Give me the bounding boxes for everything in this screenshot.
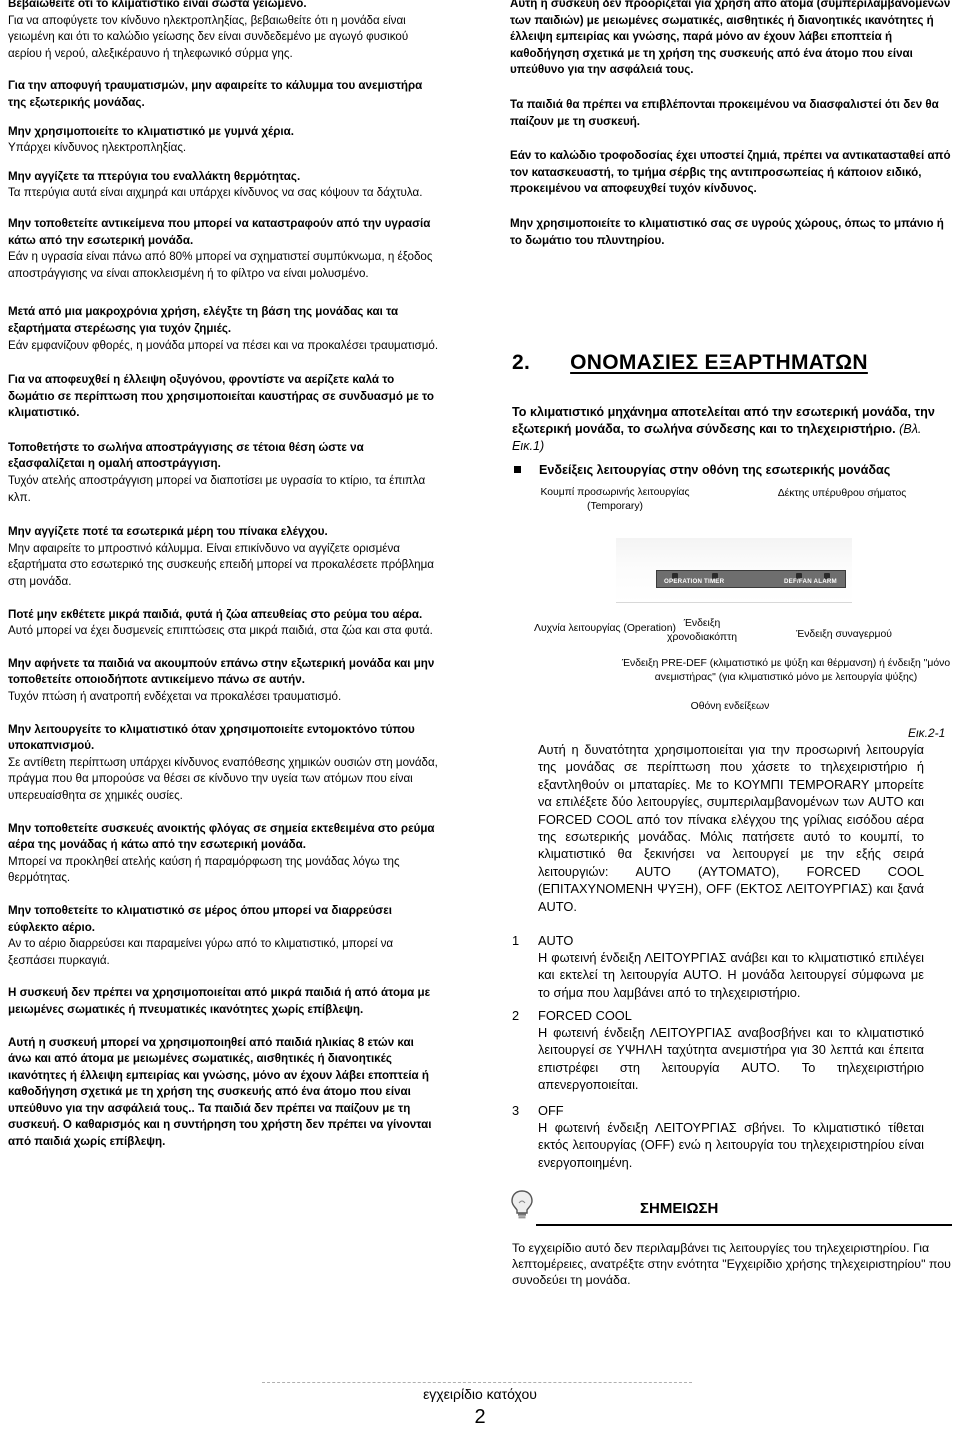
mode-description: Η φωτεινή ένδειξη ΛΕΙΤΟΥΡΓΙΑΣ σβήνει. Το κλιματιστικό τίθεται εκτός λειτουργίας (OFF) ενώ η λειτουργία του τηλεχειριστηρίου είναι ενεργοποιημένη. bbox=[538, 1120, 924, 1170]
warning-control-panel bbox=[8, 524, 440, 590]
mode-description: Η φωτεινή ένδειξη ΛΕΙΤΟΥΡΓΙΑΣ αναβοσβήνει και το κλιματιστικό λειτουργεί σε ΥΨΗΛΗ ταχύτητα ανεμιστήρα για 30 λεπτά και έπειτα επιστρέφει στη λειτουργία AUTO. Το τηλεχειριστήριο απενεργοποιείται. bbox=[538, 1025, 924, 1093]
mode-name: OFF bbox=[538, 1103, 564, 1118]
warning-flammable-gas bbox=[8, 903, 440, 969]
safety-para bbox=[510, 97, 952, 130]
warning-text: Για να αποφύγετε τον κίνδυνο ηλεκτροπληξίας, βεβαιωθείτε ότι η μονάδα είναι γειωμένη και ότι το καλώδιο γείωσης δεν είναι συνδεδεμένο με αγωγό φυσικού αερίου ή νερού, αλεξικέραυνο ή τηλεφωνικό σύρμα γης. bbox=[8, 13, 409, 60]
warning-text: Αυτό μπορεί να έχει δυσμενείς επιπτώσεις στα μικρά παιδιά, στα ζώα και στα φυτά. bbox=[8, 624, 433, 638]
warning-title: Η συσκευή δεν πρέπει να χρησιμοποιείται από μικρά παιδιά ή από άτομα με μειωμένες σωματικές ή πνευματικές ικανότητες χωρίς επίβλεψη. bbox=[8, 986, 431, 1016]
warning-oxygen bbox=[8, 372, 440, 422]
label-alarm: Ένδειξη συναγερμού bbox=[796, 629, 892, 640]
safety-para bbox=[510, 148, 952, 198]
page-number: 2 bbox=[474, 1406, 486, 1428]
warning-moisture bbox=[8, 216, 440, 282]
mode-number: 2 bbox=[512, 1008, 520, 1023]
warning-airflow bbox=[8, 607, 440, 640]
warning-title: Μην αγγίζετε ποτέ τα εσωτερικά μέρη του πίνακα ελέγχου. bbox=[8, 525, 328, 539]
intro-text: Το κλιματιστικό μηχάνημα αποτελείται από την εσωτερική μονάδα, την εξωτερική μονάδα, το σωλήνα σύνδεσης και το τηλεχειριστήριο. bbox=[512, 405, 935, 436]
warning-insecticide bbox=[8, 722, 440, 805]
warning-title: Μην αφήνετε τα παιδιά να ακουμπούν επάνω στην εξωτερική μονάδα και μην τοποθετείτε οποιοδήποτε αντικείμενο πάνω σε αυτήν. bbox=[8, 656, 435, 687]
mode-number: 1 bbox=[512, 933, 520, 948]
label-display: Οθόνη ενδείξεων bbox=[690, 701, 770, 712]
warning-title: Για να αποφευχθεί η έλλειψη οξυγόνου, φροντίστε να αερίζετε καλά το δωμάτιο σε περίπτωση που χρησιμοποιείται καυστήρας σε συνδυασμό με το κλιματιστικό. bbox=[8, 373, 434, 420]
note-divider bbox=[536, 1224, 952, 1226]
warning-text: Μην αφαιρείτε το μπροστινό κάλυμμα. Είναι επικίνδυνο να αγγίζετε ορισμένα εξαρτήματα στο εσωτερικό της συσκευής επειδή μπορεί να προκαλέσετε πρόβλημα στη μονάδα. bbox=[8, 541, 434, 589]
safety-para bbox=[510, 0, 952, 79]
warning-open-flame bbox=[8, 821, 440, 887]
label-operation-lamp: Λυχνία λειτουργίας (Operation) bbox=[534, 623, 676, 634]
left-column bbox=[8, 0, 440, 1163]
note-title: ΣΗΜΕΙΩΣΗ bbox=[640, 1200, 719, 1217]
warning-fins bbox=[8, 169, 440, 202]
warning-text: Σε αντίθετη περίπτωση υπάρχει κίνδυνος εναπόθεσης χημικών ουσιών στη μονάδα, πράγμα που θα μπορούσε να θέσει σε κίνδυνο την υγεία των ατόμων που είναι υπερευαίσθητα σε χημικές ουσίες. bbox=[8, 755, 438, 802]
warning-base-check bbox=[8, 304, 440, 354]
warning-title: Μην λειτουργείτε το κλιματιστικό όταν χρησιμοποιείτε εντομοκτόνο τύπου υποκαπνισμού. bbox=[8, 722, 415, 753]
warning-title: Τοποθετήστε το σωλήνα αποστράγγισης σε τέτοια θέση ώστε να εξασφαλίζεται η ομαλή αποστράγγιση. bbox=[8, 440, 364, 471]
right-column-top bbox=[510, 0, 952, 261]
safety-para bbox=[510, 216, 952, 249]
footer-divider bbox=[262, 1382, 692, 1383]
mode-number: 3 bbox=[512, 1103, 520, 1118]
warning-drain bbox=[8, 440, 440, 506]
warning-wet-hands bbox=[8, 124, 440, 157]
safety-text: Τα παιδιά θα πρέπει να επιβλέπονται προκειμένου να διασφαλιστεί ότι δεν θα παίζουν με τη συσκευή. bbox=[510, 97, 939, 128]
safety-text: Αυτή η συσκευή δεν προορίζεται για χρήση από άτομα (συμπεριλαμβανομένων των παιδιών) με μειωμένες σωματικές, αισθητικές ή διανοητικές ικανότητες ή έλλειψη εμπειρίας και γνώσης, παρά μόνο αν έχουν λάβει εποπτεία ή καθοδήγηση σχετικά με τη χρήση της συσκευής από ένα άτομο που είναι υπεύθυνο για την ασφάλειά τους. bbox=[510, 0, 951, 77]
label-timer: Ένδειξη χρονοδιακόπτη bbox=[667, 618, 737, 643]
label-predef: Ένδειξη PRE-DEF (κλιματιστικό με ψύξη και θέρμανση) ή ένδειξη "μόνο ανεμιστήρας" (για κλιματιστικό μόνο με λειτουργία ψύξης) bbox=[621, 658, 951, 683]
warning-children bbox=[8, 985, 440, 1018]
safety-text: Εάν το καλώδιο τροφοδοσίας έχει υποστεί ζημιά, πρέπει να αντικατασταθεί από τον κατασκευαστή, το τμήμα σέρβις της αντιπροσωπείας ή κάποιον ειδικό, προκειμένου να αποφευχθεί τυχόν κίνδυνος. bbox=[510, 149, 951, 196]
mode-name: AUTO bbox=[538, 933, 574, 948]
footer-title: εγχειρίδιο κατόχου bbox=[423, 1386, 537, 1402]
warning-title: Μην τοποθετείτε συσκευές ανοικτής φλόγας σε σημεία εκτεθειμένα στο ρεύμα αέρα της μονάδας ή κάτω από την εσωτερική μονάδα. bbox=[8, 821, 435, 852]
mode-name: FORCED COOL bbox=[538, 1008, 632, 1023]
warning-title: Ποτέ μην εκθέτετε μικρά παιδιά, φυτά ή ζώα απευθείας στο ρεύμα του αέρα. bbox=[8, 607, 423, 621]
warning-title: Μετά από μια μακροχρόνια χρήση, ελέγξτε τη βάση της μονάδας και τα εξαρτήματα στερέωσης για τυχόν ζημιές. bbox=[8, 305, 399, 335]
warning-text: Αν το αέριο διαρρεύσει και παραμείνει γύρω από το κλιματιστικό, μπορεί να ξεσπάσει πυρκαγιά. bbox=[8, 937, 394, 967]
section-number: 2. bbox=[512, 351, 531, 374]
warning-outdoor-unit bbox=[8, 656, 440, 706]
warning-title: Μην τοποθετείτε το κλιματιστικό σε μέρος όπου μπορεί να διαρρεύσει εύφλεκτο αέριο. bbox=[8, 903, 392, 934]
label-ir-receiver: Δέκτης υπέρυθρου σήματος bbox=[777, 488, 907, 499]
warning-title: Μην χρησιμοποιείτε το κλιματιστικό με γυμνά χέρια. bbox=[8, 124, 294, 138]
section-heading bbox=[512, 350, 868, 376]
warning-text: Υπάρχει κίνδυνος ηλεκτροπληξίας. bbox=[8, 141, 187, 155]
subheading bbox=[512, 462, 890, 479]
label-temporary-button: Κουμπί προσωρινής λειτουργίας (Temporary) bbox=[540, 487, 690, 512]
safety-text: Μην χρησιμοποιείτε το κλιματιστικό σας σε υγρούς χώρους, όπως το μπάνιο ή το δωμάτιο του πλυντηρίου. bbox=[510, 216, 944, 247]
warning-title: Βεβαιωθείτε ότι το κλιματιστικό είναι σωστά γειωμένο. bbox=[8, 0, 307, 10]
mode-description: Η φωτεινή ένδειξη ΛΕΙΤΟΥΡΓΙΑΣ ανάβει και το κλιματιστικό επιλέγει και εκτελεί τη λειτουργία AUTO. Η μονάδα λειτουργεί σύμφωνα με το σήμα που λαμβάνει από το τηλεχειριστήριο. bbox=[538, 950, 924, 1000]
warning-supervision bbox=[8, 1035, 440, 1151]
indoor-unit-display-panel bbox=[616, 508, 854, 606]
temporary-description: Αυτή η δυνατότητα χρησιμοποιείται για την προσωρινή λειτουργία της μονάδας σε περίπτωση που χάσετε το τηλεχειριστήριο ή εξαντληθούν οι μπαταρίες. Με το ΚΟΥΜΠΙ TEMPORARY μπορείτε να επιλέξετε δύο λειτουργίες, συμπεριλαμβανομένων των AUTO και FORCED COOL από τον πίνακα ελέγχου της γρίλιας εισόδου αέρα της εσωτερικής μονάδας. Μόλις πατήσετε αυτό το κουμπί, το κλιματιστικό θα ξεκινήσει να λειτουργεί με την εξής σειρά λειτουργιών: AUTO (ΑΥΤΟΜΑΤΟ), FORCED COOL (ΕΠΙΤΑΧΥΝΟΜΕΝΗ ΨΥΞΗ), OFF (ΕΚΤΟΣ ΛΕΙΤΟΥΡΓΙΑΣ) και ξανά AUTO. bbox=[538, 742, 924, 914]
warning-text: Μπορεί να προκληθεί ατελής καύση ή παραμόρφωση της μονάδας λόγω της θερμότητας. bbox=[8, 854, 400, 885]
warning-text: Τυχόν πτώση ή ανατροπή ενδέχεται να προκαλέσει τραυματισμό. bbox=[8, 690, 342, 703]
warning-text: Τα πτερύγια αυτά είναι αιχμηρά και υπάρχει κίνδυνος να σας κόψουν τα δάχτυλα. bbox=[8, 186, 423, 200]
warning-text: Εάν η υγρασία είναι πάνω από 80% μπορεί να σχηματιστεί συμπύκνωμα, η έξοδος αποστράγγισης να είναι αποκλεισμένη ή το φίλτρο να είναι μολυσμένο. bbox=[8, 250, 433, 280]
warning-text: Εάν εμφανίζουν φθορές, η μονάδα μπορεί να πέσει και να προκαλέσει τραυματισμό. bbox=[8, 338, 439, 352]
section-intro bbox=[512, 404, 952, 455]
note-text: Το εγχειρίδιο αυτό δεν περιλαμβάνει τις λειτουργίες του τηλεχειριστηρίου. Για λεπτομέρειες, ανατρέξτε στην ενότητα "Εγχειρίδιο χρήσης τηλεχειριστηρίου" που συνοδεύει τη μονάδα. bbox=[512, 1241, 951, 1287]
square-bullet-icon bbox=[514, 466, 521, 473]
subheading-text: Ενδείξεις λειτουργίας στην οθόνη της εσωτερικής μονάδας bbox=[539, 463, 891, 477]
warning-title: Αυτή η συσκευή μπορεί να χρησιμοποιηθεί από παιδιά ηλικίας 8 ετών και άνω και από άτομα με μειωμένες σωματικές, αισθητικές ή διανοητικές ικανότητες ή έλλειψη εμπειρίας και γνώσης, μόνο αν έχουν λάβει εποπτεία ή καθοδήγηση σχετικά με τη χρήση της συσκευής από ένα άτομο που είναι υπεύθυνο για την ασφάλειά τους.. Τα παιδιά δεν πρέπει να παίζουν με τη συσκευή. Ο καθαρισμός και η συντήρηση του χρήστη δεν πρέπει να γίνονται από παιδιά χωρίς επίβλεψη. bbox=[8, 1035, 432, 1149]
warning-title: Μην αγγίζετε τα πτερύγια του εναλλάκτη θερμότητας. bbox=[8, 169, 301, 183]
warning-title: Για την αποφυγή τραυματισμών, μην αφαιρείτε το κάλυμμα του ανεμιστήρα της εξωτερικής μονάδας. bbox=[8, 79, 423, 109]
warning-text: Τυχόν ατελής αποστράγγιση μπορεί να διαποτίσει με υγρασία το κτίριο, τα έπιπλα κλπ. bbox=[8, 474, 426, 504]
figure-number: Εικ.2-1 bbox=[908, 726, 946, 740]
figure-reference: (Βλ. Εικ.1) bbox=[512, 422, 922, 453]
lightbulb-icon bbox=[510, 1190, 534, 1220]
section-title: ΟΝΟΜΑΣΙΕΣ ΕΞΑΡΤΗΜΑΤΩΝ bbox=[570, 351, 868, 374]
warning-fan-cover bbox=[8, 78, 440, 111]
warning-grounding bbox=[8, 0, 440, 62]
warning-title: Μην τοποθετείτε αντικείμενα που μπορεί να καταστραφούν από την υγρασία κάτω από την εσωτερική μονάδα. bbox=[8, 216, 431, 247]
panel-label-right: DEF/FAN ALARM bbox=[784, 578, 837, 585]
panel-label-left: OPERATION TIMER bbox=[664, 578, 725, 585]
